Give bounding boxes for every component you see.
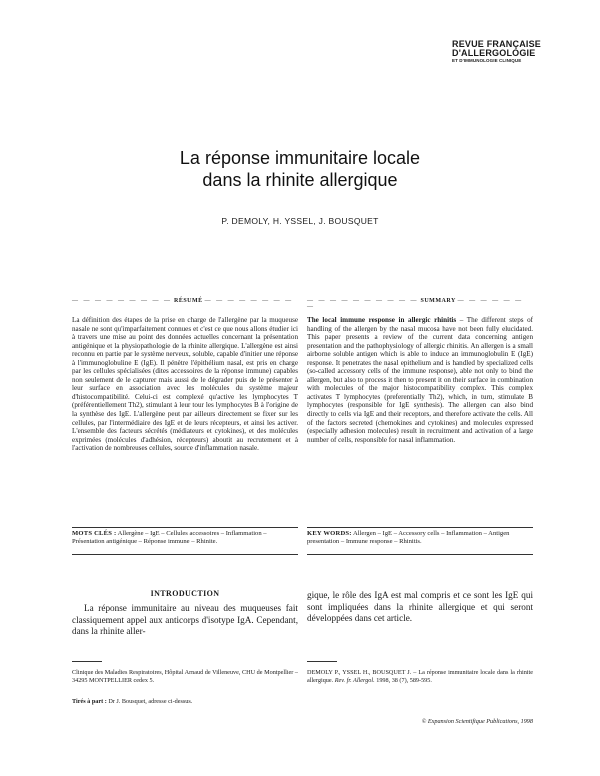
keywords-fr bbox=[72, 530, 298, 546]
citation-journal: Rev. fr. Allergol. bbox=[334, 677, 375, 684]
keywords-en bbox=[307, 530, 533, 546]
summary-text-body: – The different steps of handling of the allergen by the nasal mucosa have not been fully elucidated. This paper presents a review of the current data concerning antigen presentation and the pathophysiology of allergic rhinitis. An allergen is a small airborne soluble antigen which is able to induce an immunoglobulin E (IgE) response. It penetrates the nasal epithelium and is handled by specialized cells (so-called accessory cells of the immune response), able not only to bind the allergen, but also to process it then to present it on their surface in combination with molecules of the major histocompatibility complex. This complex activates T lymphocytes (preferentially Th2), which, in turn, stimulate B lymphocytes (responsible for IgE synthesis). The allergen can also bind directly to cells via IgE and their receptors, and therefore activate the cells. All of the factors secreted (chemokines and cytokines) and molecules expressed (especially adhesion molecules) result in recruitment and activation of a large number of cells, responsible for nasal inflammation. bbox=[307, 316, 534, 444]
reprint-label: Tirés à part : bbox=[72, 698, 107, 705]
title-line-1: La réponse immunitaire locale bbox=[179, 148, 421, 168]
citation-text-a: DEMOLY P., YSSEL H., BOUSQUET J. – La réponse immunitaire locale dans la rhinite allergique. bbox=[307, 669, 533, 684]
reprint-request bbox=[72, 698, 298, 706]
keywords-en-label: KEY WORDS: bbox=[307, 530, 352, 537]
divider bbox=[72, 527, 298, 528]
keywords-fr-text: Allergène – IgE – Cellules accessoires – Inflammation – Présentation antigénique – Réponse immune – Rhinite. bbox=[72, 530, 267, 545]
footnote-rule bbox=[307, 661, 337, 662]
journal-name-line1: REVUE FRANÇAISE bbox=[452, 39, 542, 49]
divider bbox=[307, 554, 533, 555]
copyright-notice: © Expansion Scientifique Publications, 1998 bbox=[421, 718, 533, 725]
resume-text: La définition des étapes de la prise en charge de l'allergène par la muqueuse nasale ne sont qu'imparfaitement connues et c'est ce que nous allons étudier ici à travers une mise au point des données actuelles concernant la présentation antigénique et la physiopathologie de la rhinite allergique. L'allergène est ainsi reconnu en partie par le système nerveux, soluble, capable d'initier une réponse à l'immunoglobuline E (IgE). Il pénètre l'épithélium nasal, est pris en charge par les cellules spécialisées (dites accessoires de la réponse immune) capables non seulement de le capturer mais aussi de le dégrader puis de le présenter à leur surface en association avec les molécules du système majeur d'histocompatibilité. Celui-ci est complexé qu'active les lymphocytes T (préférentiellement Th2), stimulant à leur tour les lymphocytes B à l'origine de la synthèse des IgE. L'allergène peut par ailleurs directement se fixer sur les cellules, par l'intermédiaire des IgE et de leurs récepteurs, et ainsi les activer. L'ensemble des facteurs sécrétés (médiateurs et cytokines), et des molécules exprimées (molécules d'adhésion, récepteurs) aboutit au recrutement et à l'activation de nombreuses cellules, source d'inflammation nasale. bbox=[72, 316, 298, 453]
author-affiliation: Clinique des Maladies Respiratoires, Hôpital Arnaud de Villeneuve, CHU de Montpellier – 34295 MONTPELLIER cedex 5. bbox=[72, 669, 298, 684]
introduction-text-right: gique, le rôle des IgA est mal compris et ce sont les IgE qui sont impliquées dans la rhinite allergique et qui seront développées dans cet article. bbox=[307, 590, 533, 623]
article-title bbox=[0, 147, 600, 191]
summary-text bbox=[307, 316, 533, 444]
journal-name-line3: ET D'IMMUNOLOGIE CLINIQUE bbox=[452, 58, 522, 63]
introduction-text-left: La réponse immunitaire au niveau des muqueuses fait classiquement appel aux anticorps d'isotype IgA. Cependant, dans la rhinite aller- bbox=[72, 603, 298, 636]
divider bbox=[72, 554, 298, 555]
summary-heading: SUMMARY bbox=[420, 298, 456, 304]
resume-heading-row: — — — — — — — — — RÉSUMÉ — — — — — — — — bbox=[72, 298, 294, 304]
reprint-text: Dr J. Bousquet, adresse ci-dessus. bbox=[108, 698, 193, 705]
summary-heading-row: — — — — — — — — — — SUMMARY — — — — — — — bbox=[307, 298, 524, 310]
journal-masthead bbox=[452, 40, 564, 64]
article-citation bbox=[307, 669, 533, 685]
keywords-en-text: Allergen – IgE – Accessory cells – Inflammation – Antigen presentation – Immune response – Rhinitis. bbox=[307, 530, 510, 545]
citation-text-b: 1998, 38 (7), 589-595. bbox=[374, 677, 432, 684]
keywords-fr-label: MOTS CLÉS : bbox=[72, 530, 117, 537]
introduction-heading: INTRODUCTION bbox=[150, 589, 220, 598]
title-line-2: dans la rhinite allergique bbox=[202, 170, 398, 190]
footnote-rule bbox=[72, 661, 102, 662]
summary-text-title: The local immune response in allergic rhinitis bbox=[307, 316, 457, 324]
resume-heading: RÉSUMÉ bbox=[174, 298, 203, 304]
journal-name-line2: D'ALLERGOLOGIE bbox=[452, 48, 536, 58]
authors: P. DEMOLY, H. YSSEL, J. BOUSQUET bbox=[221, 216, 379, 226]
divider bbox=[307, 527, 533, 528]
